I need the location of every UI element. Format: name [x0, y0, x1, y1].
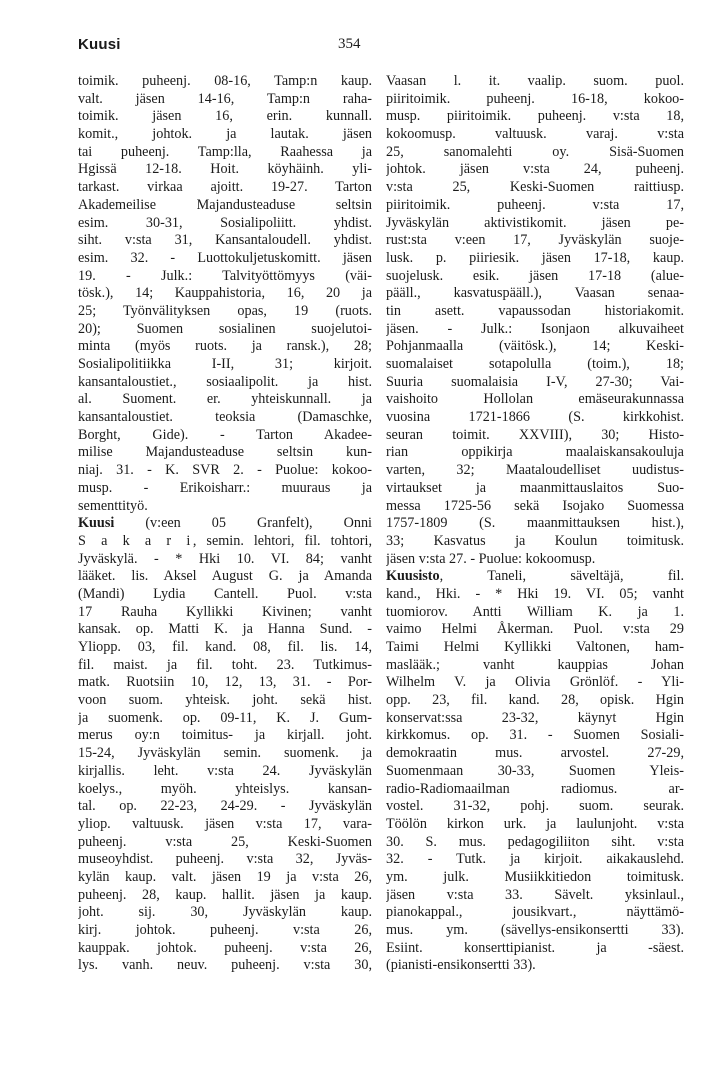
text-line: kansantaloustiet., sosiaalipolit. ja hist. [78, 373, 372, 390]
text-line: opp. 23, fil. kand. 28, opisk. Hgin [386, 692, 684, 709]
spaced-given-name: S a k a r i [78, 532, 193, 549]
text-line: maslääk.; vanht kauppias Johan [386, 656, 684, 673]
text-line: Sosialipolitiikka I-II, 31; kirjoit. [78, 356, 372, 372]
text-line: S a k a r i, semin. lehtori, fil. tohtori, [78, 532, 372, 549]
text-line: Esiint. konserttipianist. ja -säest. [386, 939, 684, 956]
text-line: piiritoimik. puheenj. v:sta 17, [386, 196, 684, 213]
text-line: suomalaiset sotapolulla (toim.), 18; [386, 356, 684, 372]
text-line: 20); Suomen sosialinen suojelutoi- [78, 320, 372, 337]
text-line: Suuria suomalaisia I-V, 27-30; Vai- [386, 373, 684, 390]
text-line: varten, 32; Maataloudelliset uudistus- [386, 462, 684, 479]
page-number: 354 [338, 36, 361, 52]
text-line: musp. piiritoimik. puheenj. v:sta 18, [386, 108, 684, 125]
text-line: pääll., kasvatuspääll.), Vaasan senaa- [386, 285, 684, 302]
text-line: Vaasan l. it. vaalip. suom. puol. [386, 73, 684, 89]
text-line: suojelusk. esik. jäsen 17-18 (alue- [386, 267, 684, 284]
text-line: lys. vanh. neuv. puheenj. v:sta 30, [78, 957, 372, 974]
text-line: toimik. jäsen 16, erin. kunnall. [78, 108, 372, 125]
text-line: joht. sij. 30, Jyväskylän kaup. [78, 904, 372, 921]
text-line: jäsen v:sta 33. Sävelt. yksinlaul., [386, 886, 684, 903]
right-text-column [386, 73, 684, 975]
text-line: kylän kaup. valt. jäsen 19 ja v:sta 26, [78, 868, 372, 885]
text-line: lääket. lis. Aksel August G. ja Amanda [78, 568, 372, 585]
text-line: Jyväskylän aktivistikomit. jäsen pe- [386, 214, 684, 231]
text-line: minta (myös ruots. ja ransk.), 28; [78, 338, 372, 355]
text-line: kand., Hki. - * Hki 19. VI. 05; vanht [386, 585, 684, 602]
text-line: messa 1725-56 sekä Isojako Suomessa [386, 497, 684, 514]
text-line: lusk. p. piiriesik. jäsen 17-18, kaup. [386, 249, 684, 266]
text-line: (Mandi) Lydia Cantell. Puol. v:sta [78, 585, 372, 602]
text-line: tuomiorov. Antti William K. ja 1. [386, 603, 684, 620]
text-line: Jyväskylä. - * Hki 10. VI. 84; vanht [78, 550, 372, 567]
text-line: esim. 32. - Luottokuljetuskomitt. jäsen [78, 249, 372, 266]
text-line: rian oppikirja maalaiskansakouluja [386, 444, 684, 461]
text-line: koelys., myöh. yhteislys. kansan- [78, 780, 372, 797]
running-head: Kuusi [78, 36, 121, 53]
text-line: tal. op. 22-23, 24-29. - Jyväskylän [78, 798, 372, 815]
text-line: Hgissä 12-18. Hoit. köyhäinh. yli- [78, 161, 372, 178]
text-line: kokoomusp. valtuusk. varaj. v:sta [386, 126, 684, 143]
text-line: demokraatin mus. arvostel. 27-29, [386, 745, 684, 762]
left-text-column [78, 73, 372, 975]
text-line: jäsen v:sta 27. - Puolue: kokoomusp. [386, 550, 596, 567]
text-line: ja suomenk. op. 09-11, K. J. Gum- [78, 709, 372, 726]
text-line: virtaukset ja maanmittauslaitos Suo- [386, 479, 684, 496]
text-line: voon suom. yhteisk. joht. sekä hist. [78, 692, 372, 709]
text-line: kansak. op. Matti K. ja Hanna Sund. - [78, 621, 372, 638]
text-line: jäsen. - Julk.: Isonjaon alkuvaiheet [386, 320, 684, 337]
text-line: 15-24, Jyväskylän semin. suomenk. ja [78, 745, 372, 762]
text-line: seuran toimit. XXVIII), 30; Histo- [386, 426, 684, 443]
text-line: Taimi Helmi Kyllikki Valtonen, ham- [386, 639, 684, 655]
text-line: rust:sta v:een 17, Jyväskylän suoje- [386, 232, 684, 249]
text-line: kauppak. johtok. puheenj. v:sta 26, [78, 939, 372, 956]
text-line: vuosina 1721-1866 (S. kirkkohist. [386, 409, 684, 426]
text-line: 1757-1809 (S. maanmittauksen hist.), [386, 515, 684, 532]
text-line: tösk.), 14; Kauppahistoria, 16, 20 ja [78, 285, 372, 302]
text-line: Wilhelm V. ja Olivia Grönlöf. - Yli- [386, 674, 684, 691]
text-line: kirj. johtok. puheenj. v:sta 26, [78, 922, 372, 938]
text-line: Kuusi (v:een 05 Granfelt), Onni [78, 515, 372, 532]
text-line: sementtityö. [78, 497, 148, 514]
entry-headword: Kuusi [78, 515, 115, 532]
text-line: v:sta 25, Keski-Suomen raittiusp. [386, 179, 684, 196]
text-line: kansantaloustiet. teoksia (Damaschke, [78, 409, 372, 426]
text-line: Suomenmaan 30-33, Suomen Yleis- [386, 762, 684, 779]
text-line: yliop. valtuusk. jäsen v:sta 17, vara- [78, 815, 372, 832]
text-line: 25; Työnvälityksen opas, 19 (ruots. [78, 302, 372, 319]
text-line: puheenj. 28, kaup. hallit. jäsen ja kaup. [78, 886, 372, 903]
text-line: valt. jäsen 14-16, Tamp:n raha- [78, 90, 372, 107]
text-line: siht. v:sta 31, Kansantaloudell. yhdist. [78, 232, 372, 249]
text-line: kirjallis. leht. v:sta 24. Jyväskylän [78, 762, 372, 779]
text-line: fil. maist. ja fil. toht. 23. Tutkimus- [78, 656, 372, 673]
text-line: tin asett. vapaussodan historiakomit. [386, 302, 684, 319]
text-line: matk. Ruotsiin 10, 12, 13, 31. - Por- [78, 674, 372, 691]
text-line: ym. julk. Musiikkitiedon toimitusk. [386, 868, 684, 885]
text-line: radio-Radiomaailman radiomus. ar- [386, 780, 684, 797]
text-line: 25, sanomalehti oy. Sisä-Suomen [386, 143, 684, 160]
text-line: 33; Kasvatus ja Koulun toimitusk. [386, 532, 684, 549]
text-line: kirkkomus. op. 31. - Suomen Sosiali- [386, 727, 684, 744]
text-line: Töölön kirkon urk. ja laulunjoht. v:sta [386, 815, 684, 832]
text-line: Yliopp. 03, fil. kand. 08, fil. lis. 14, [78, 639, 372, 655]
text-line: Borght, Gide). - Tarton Akadee- [78, 426, 372, 443]
text-line: konservat:ssa 23-32, käynyt Hgin [386, 709, 684, 726]
text-line: Pohjanmaalla (väitösk.), 14; Keski- [386, 338, 684, 355]
text-line: vostel. 31-32, pohj. suom. seurak. [386, 798, 684, 815]
text-line: puheenj. v:sta 25, Keski-Suomen [78, 833, 372, 850]
text-line: komit., johtok. ja lautak. jäsen [78, 126, 372, 143]
text-line: esim. 30-31, Sosialipoliitt. yhdist. [78, 214, 372, 231]
text-line: pianokappal., jousikvart., näyttämö- [386, 904, 684, 921]
text-line: tarkast. virkaa ajoitt. 19-27. Tarton [78, 179, 372, 196]
text-line: tai puheenj. Tamp:lla, Raahessa ja [78, 143, 372, 160]
page-header [78, 36, 626, 58]
entry-headword: Kuusisto [386, 568, 440, 585]
text-line: musp. - Erikoisharr.: muuraus ja [78, 479, 372, 496]
text-line: mus. ym. (sävellys-ensikonsertti 33). [386, 922, 684, 938]
text-line: niaj. 31. - K. SVR 2. - Puolue: kokoo- [78, 462, 372, 479]
text-line: milise Majandusteaduse seltsin kun- [78, 444, 372, 461]
text-line: Akademeilise Majandusteaduse seltsin [78, 196, 372, 213]
text-line: vaimo Helmi Åkerman. Puol. v:sta 29 [386, 621, 684, 638]
text-line: 19. - Julk.: Talvityöttömyys (väi- [78, 267, 372, 284]
text-line: vaishoito Hollolan emäseurakunnassa [386, 391, 684, 408]
text-line: Kuusisto, Taneli, säveltäjä, fil. [386, 568, 684, 585]
text-line: 17 Rauha Kyllikki Kivinen; vanht [78, 603, 372, 620]
text-line: museoyhdist. puheenj. v:sta 32, Jyväs- [78, 851, 372, 868]
text-line: (pianisti-ensikonsertti 33). [386, 957, 536, 974]
text-line: al. Suoment. er. yhteiskunnall. ja [78, 391, 372, 408]
text-line: johtok. jäsen v:sta 24, puheenj. [386, 161, 684, 178]
text-line: 32. - Tutk. ja kirjoit. aikakauslehd. [386, 851, 684, 868]
text-line: 30. S. mus. pedagogiliiton siht. v:sta [386, 833, 684, 850]
text-line: piiritoimik. puheenj. 16-18, kokoo- [386, 90, 684, 107]
text-line: toimik. puheenj. 08-16, Tamp:n kaup. [78, 73, 372, 89]
text-line: merus oy:n toimitus- ja kirjall. joht. [78, 727, 372, 744]
